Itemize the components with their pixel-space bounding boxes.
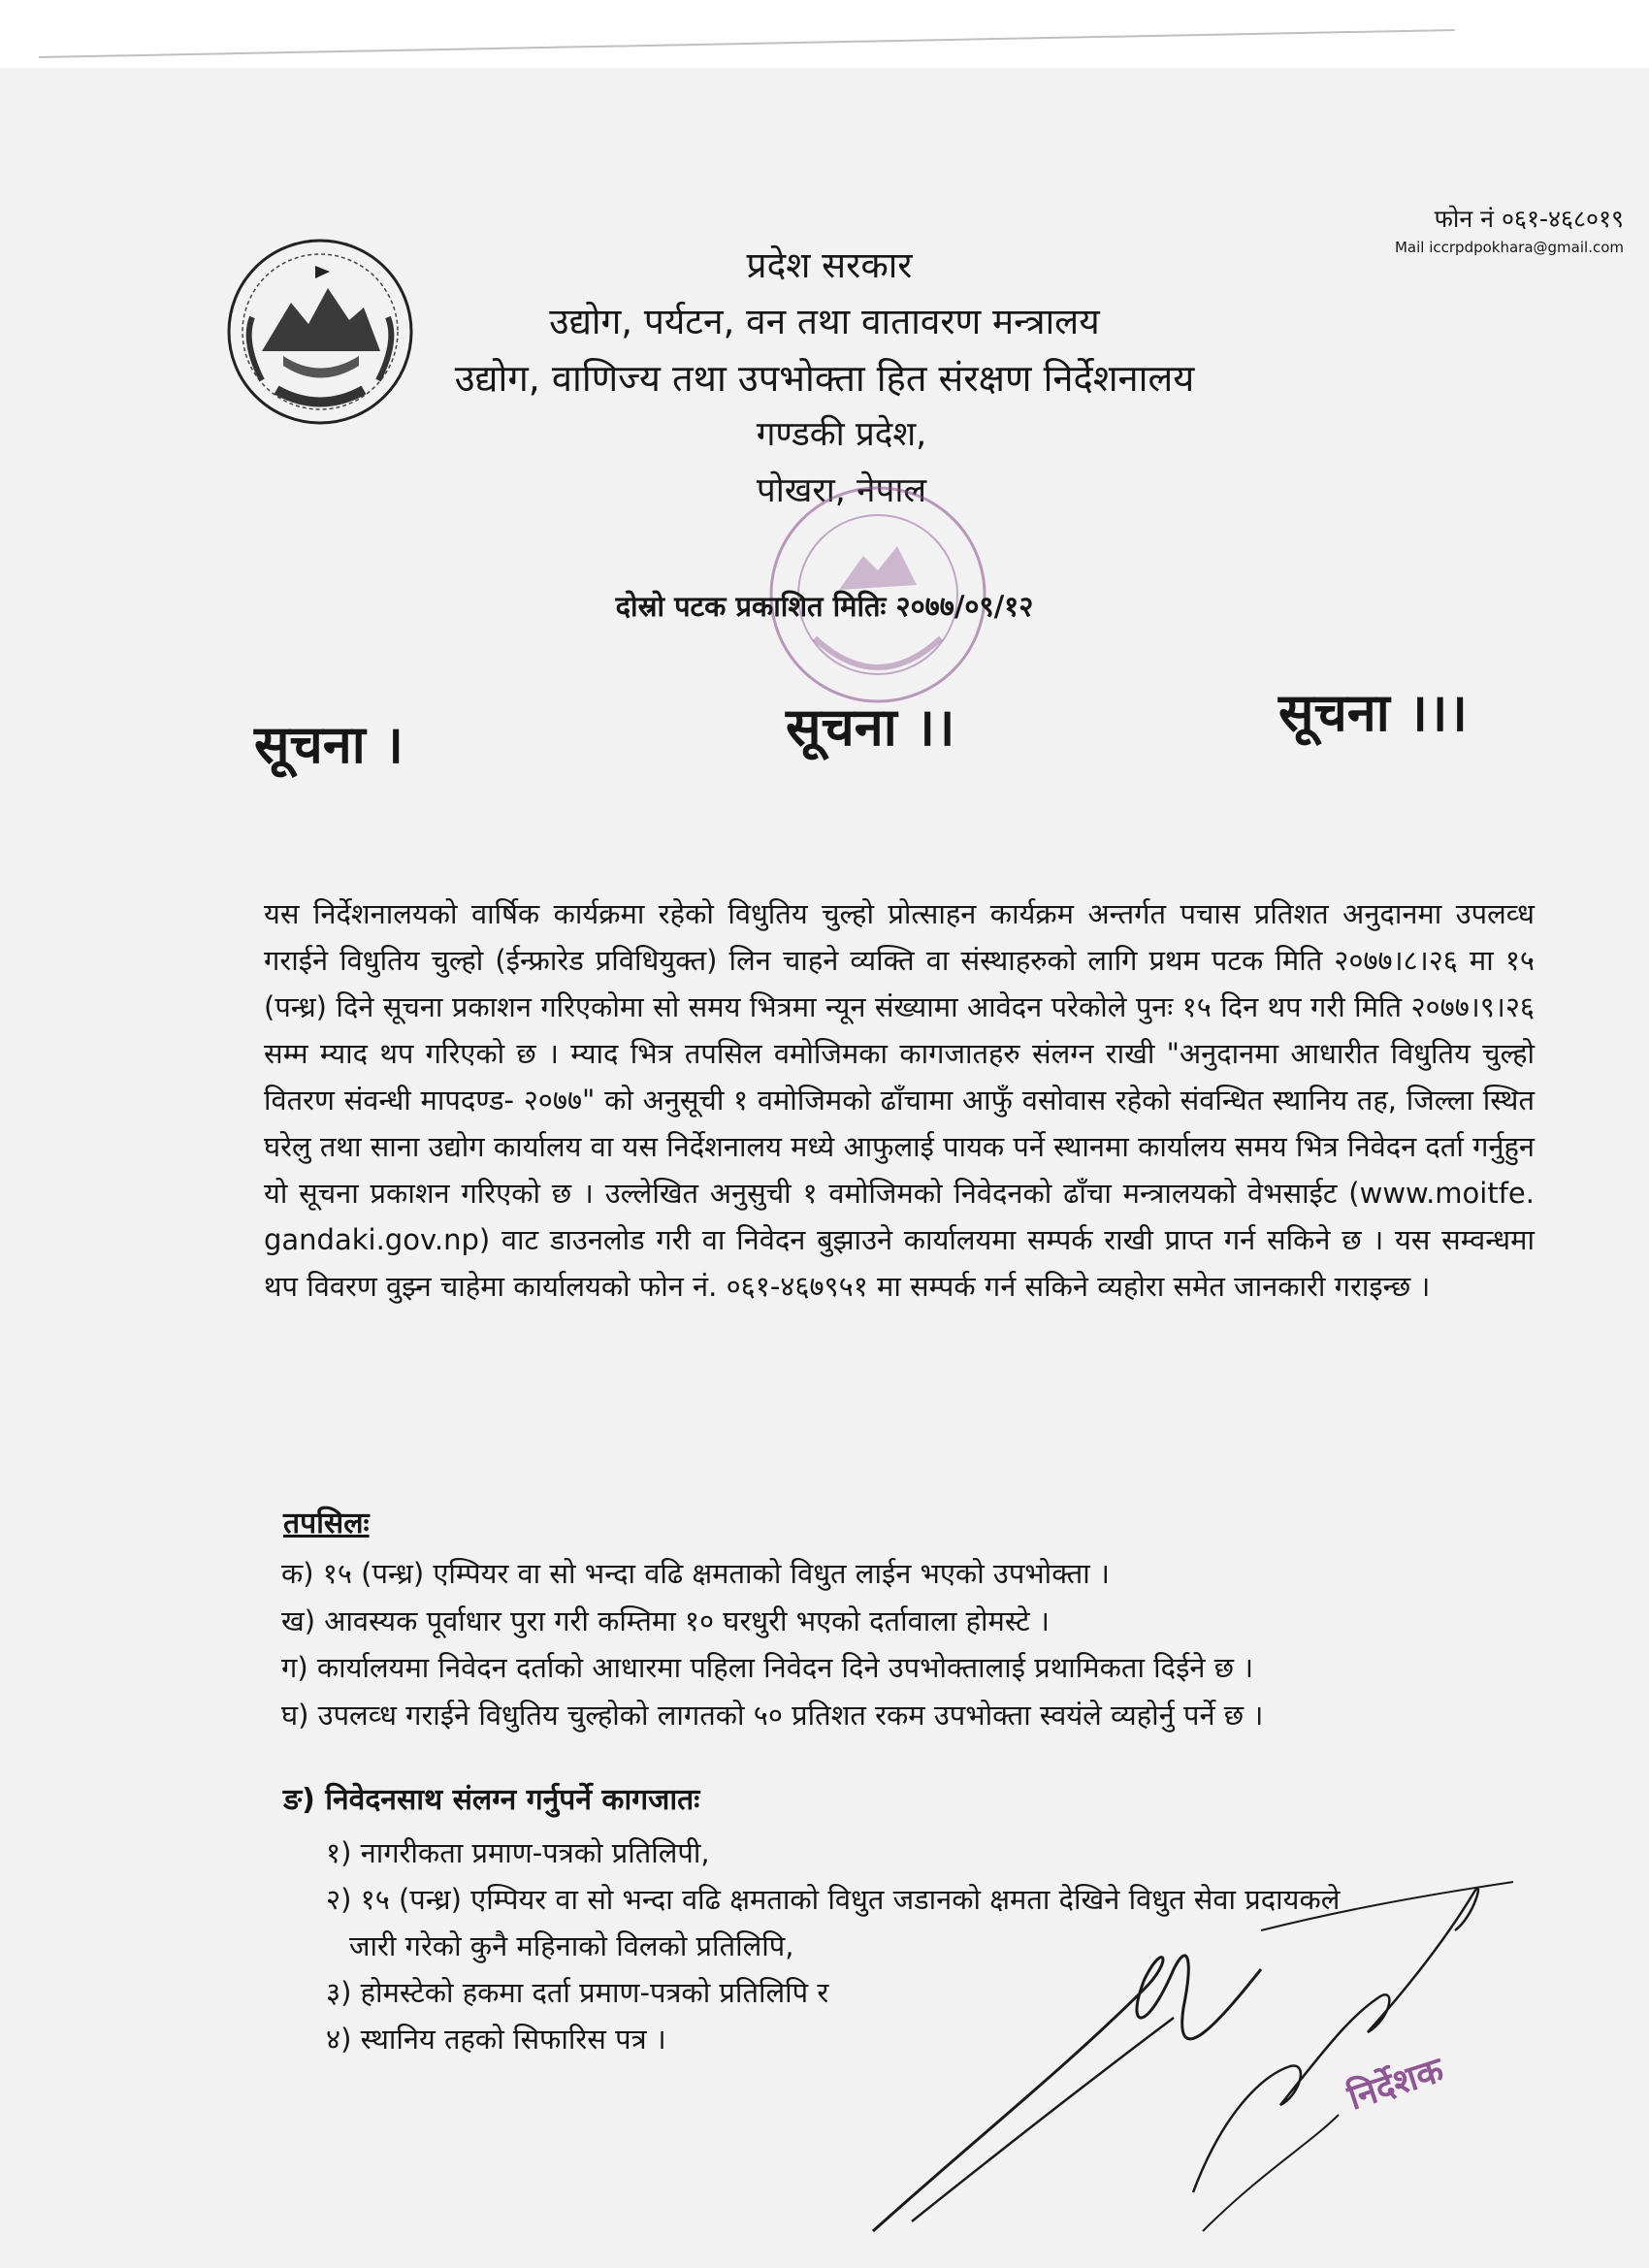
government-name: प्रदेश सरकार: [746, 244, 913, 286]
email-address: Mail iccrpdpokhara@gmail.com: [1394, 239, 1624, 256]
province-name: गण्डकी प्रदेश,: [756, 415, 927, 454]
notice-body: यस निर्देशनालयको वार्षिक कार्यक्रमा रहेको विधुतिय चुल्हो प्रोत्साहन कार्यक्रम अन्तर्गत पचास प्रतिशत अनुदानमा उपलव्ध गराईने विधुतिय चुल्हो (ईन्फ्रारेड प्रविधियुक्त) लिन चाहने व्यक्ति वा संस्थाहरुको लागि प्रथम पटक मिति २०७७।८।२६ मा १५ (पन्ध्र) दिने सूचना प्रकाशन गरिएकोमा सो समय भित्रमा न्यून संख्यामा आवेदन परेकोले पुनः १५ दिन थप गरी मिति २०७७।९।२६ सम्म म्याद थप गरिएको छ । म्याद भित्र तपसिल वमोजिमका कागजातहरु संलग्न राखी "अनुदानमा आधारीत विधुतिय चुल्हो वितरण संवन्धी मापदण्ड- २०७७" को अनुसूची १ वमोजिमको ढाँचामा आफुँ वसोवास रहेको संवन्धित स्थानिय तह, जिल्ला स्थित घरेलु तथा साना उद्योग कार्यालय वा यस निर्देशनालय मध्ये आफुलाई पायक पर्ने स्थानमा कार्यालय समय भित्र निवेदन दर्ता गर्नुहुन यो सूचना प्रकाशन गरिएको छ । उल्लेखित अनुसुची १ वमोजिमको निवेदनको ढाँचा मन्त्रालयको वेभसाईट (www.moitfe. gandaki.gov.np) वाट डाउनलोड गरी वा निवेदन बुझाउने कार्यालयमा सम्पर्क राखी प्राप्त गर्न सकिने छ । यस सम्वन्धमा थप विवरण वुझ्न चाहेमा कार्यालयको फोन नं. ०६१-४६७९५१ मा सम्पर्क गर्न सकिने व्यहोरा समेत जानकारी गराइन्छ ।: [264, 897, 1536, 1303]
phone-number: फोन नं ०६१-४६८०१९: [1434, 205, 1624, 233]
directorate-name: उद्योग, वाणिज्य तथा उपभोक्ता हित संरक्षण निर्देशनालय: [454, 357, 1195, 400]
list-item: क) १५ (पन्ध्र) एम्पियर वा सो भन्दा वढि क्षमताको विधुत लाईन भएको उपभोक्ता ।: [281, 1557, 1110, 1590]
list-item: घ) उपलव्ध गराईने विधुतिय चुल्होको लागतको ५० प्रतिशत रकम उपभोक्ता स्वयंले व्यहोर्नु पर्ने छ ।: [281, 1698, 1264, 1732]
publication-date: दोस्रो पटक प्रकाशित मितिः २०७७/०९/१२: [615, 590, 1034, 623]
list-item-continuation: जारी गरेको कुनै महिनाको विलको प्रतिलिपि,: [349, 1929, 794, 1962]
list-item: ख) आवस्यक पूर्वाधार पुरा गरी कम्तिमा १० घरधुरी भएको दर्तावाला होमस्टे ।: [281, 1604, 1050, 1637]
notice-heading-3: सूचना ।।।: [1278, 682, 1468, 743]
list-item: ४) स्थानिय तहको सिफारिस पत्र ।: [326, 2023, 666, 2056]
director-stamp: निर्देशक: [1342, 2050, 1449, 2119]
list-item: २) १५ (पन्ध्र) एम्पियर वा सो भन्दा वढि क्षमताको विधुत जडानको क्षमता देखिने विधुत सेवा प्रदायकले: [326, 1883, 1341, 1916]
conditions-heading: तपसिलः: [283, 1507, 370, 1540]
scan-top-margin: [0, 0, 1649, 68]
ministry-name: उद्योग, पर्यटन, वन तथा वातावरण मन्त्रालय: [549, 301, 1100, 342]
office-location: पोखरा, नेपाल: [756, 471, 927, 510]
handwritten-signature: [854, 1824, 1533, 2241]
list-item: १) नागरीकता प्रमाण-पत्रको प्रतिलिपी,: [326, 1836, 710, 1869]
notice-heading-2: सूचना ।।: [786, 697, 955, 758]
list-item: ग) कार्यालयमा निवेदन दर्ताको आधारमा पहिला निवेदन दिने उपभोक्तालाई प्रथामिकता दिईने छ ।: [281, 1651, 1254, 1684]
notice-heading-1: सूचना ।: [254, 714, 404, 775]
documents-heading: ङ) निवेदनसाथ संलग्न गर्नुपर्ने कागजातः: [283, 1783, 700, 1817]
conditions-list: [281, 1550, 1263, 1738]
list-item: ३) होमस्टेको हकमा दर्ता प्रमाण-पत्रको प्रतिलिपि र: [326, 1976, 829, 2009]
